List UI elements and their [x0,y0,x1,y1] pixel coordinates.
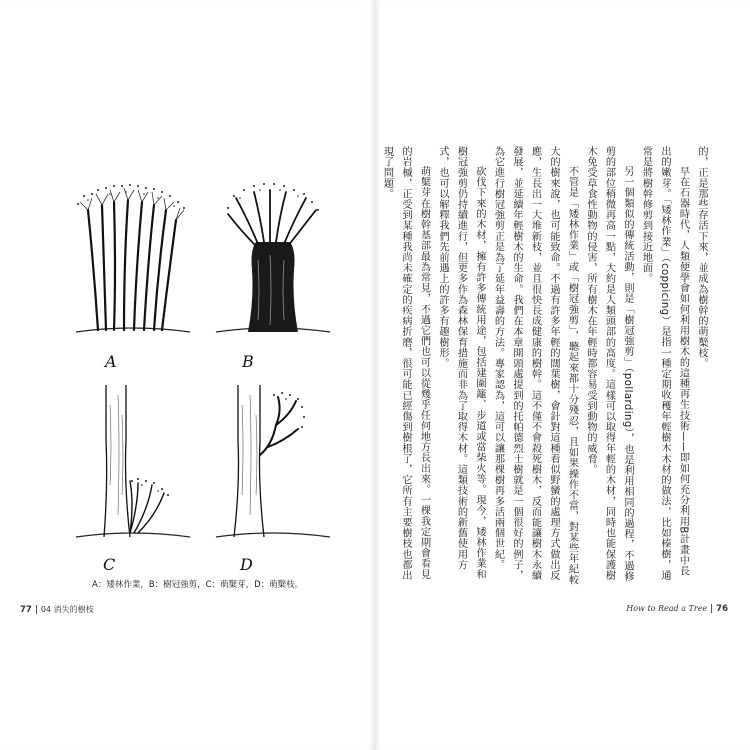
page-number: 76 [716,604,728,614]
footer-divider [36,605,37,614]
paragraph: 的，正是那些存活下來，並成為樹幹的萌櫱枝。 [696,146,707,369]
paragraph: 另一個類似的傳統活動，則是「樹冠強剪」（pollarding），也是利用相同的過程，不過修剪的部位稍微再高一點，大約是人類頭部的高度。這樣可以取得年輕的木材，同時也能保護樹木免受草食性動物的侵害，所有樹木在年輕時都容易受到動物的威脅。 [585,146,633,583]
figure-b-pollard-illustration [198,180,348,350]
book-title: How to Read a Tree [626,604,708,613]
figure-caption: A：矮林作業，B：樹冠強剪，C：萌櫱芽，D：萌櫱枝。 [92,580,304,590]
figure-c-label: C [103,555,116,574]
footer-divider [711,604,712,613]
paragraph: 萌櫱芽在樹幹基部最為常見，不過它們也可以從幾乎任何地方長出來。一棵我定期會看見的岩槭，正受到某種我尚未確定的疾病折磨，很可能已經傷到樹根了，它所有主要樹枝也都出現了問題。 [381,146,430,581]
figure-a-coppice-illustration [58,180,208,350]
paragraph: 不管是「矮林作業」或「樹冠強剪」，聽起來都十分殘忍，且如果操作不當，對某些年紀較大的樹來說，也可能致命。不過有許多年輕的闊葉樹，會針對這種看似野蠻的處理方式做出反應，生長出一大堆新枝，並且很快長成健康的樹幹。這不僅不會殺死樹木，反而能讓樹木永續發展，並延續年輕樹木的生命。我們在本章開頭處提到的托帕德烈士樹就是一個很好的例子，為它進行樹冠強剪正是為了延年益壽的方法。專家認為，這可以讓那棵樹再多活兩個世紀。 [492,146,578,586]
figure-c-epicormic-sprouts-illustration [58,385,208,555]
page-number: 77 [20,605,32,615]
body-text [381,146,710,586]
chapter-title: 04 消失的樹枝 [40,605,94,614]
figure-d-label: D [240,555,253,574]
figure-d-epicormic-branch-illustration [198,385,348,555]
figure-b-label: B [242,352,254,371]
paragraph: 砍伐下來的木材，擁有許多傳統用途，包括建圍籬、步道或當柴火等。現今，矮林作業和樹冠強剪仍持續進行，但更多作為森林保育措施而非為了取得木材。這類技術的新舊使用方式，也可以解釋我們先前遇上的許多有趣樹形。 [437,146,485,580]
right-page-footer [626,604,728,614]
figure-a-label: A [105,352,117,371]
paragraph: 早在石器時代，人類便學會如何利用樹木的這種再生技術——即如何充分利用B計畫中長出的嫩芽。「矮林作業」（coppicing）是指一種定期收穫年輕樹木木材的做法，比如榛樹，通常是將樹幹修剪到接近地面。 [640,146,689,581]
left-page-footer [20,604,94,615]
